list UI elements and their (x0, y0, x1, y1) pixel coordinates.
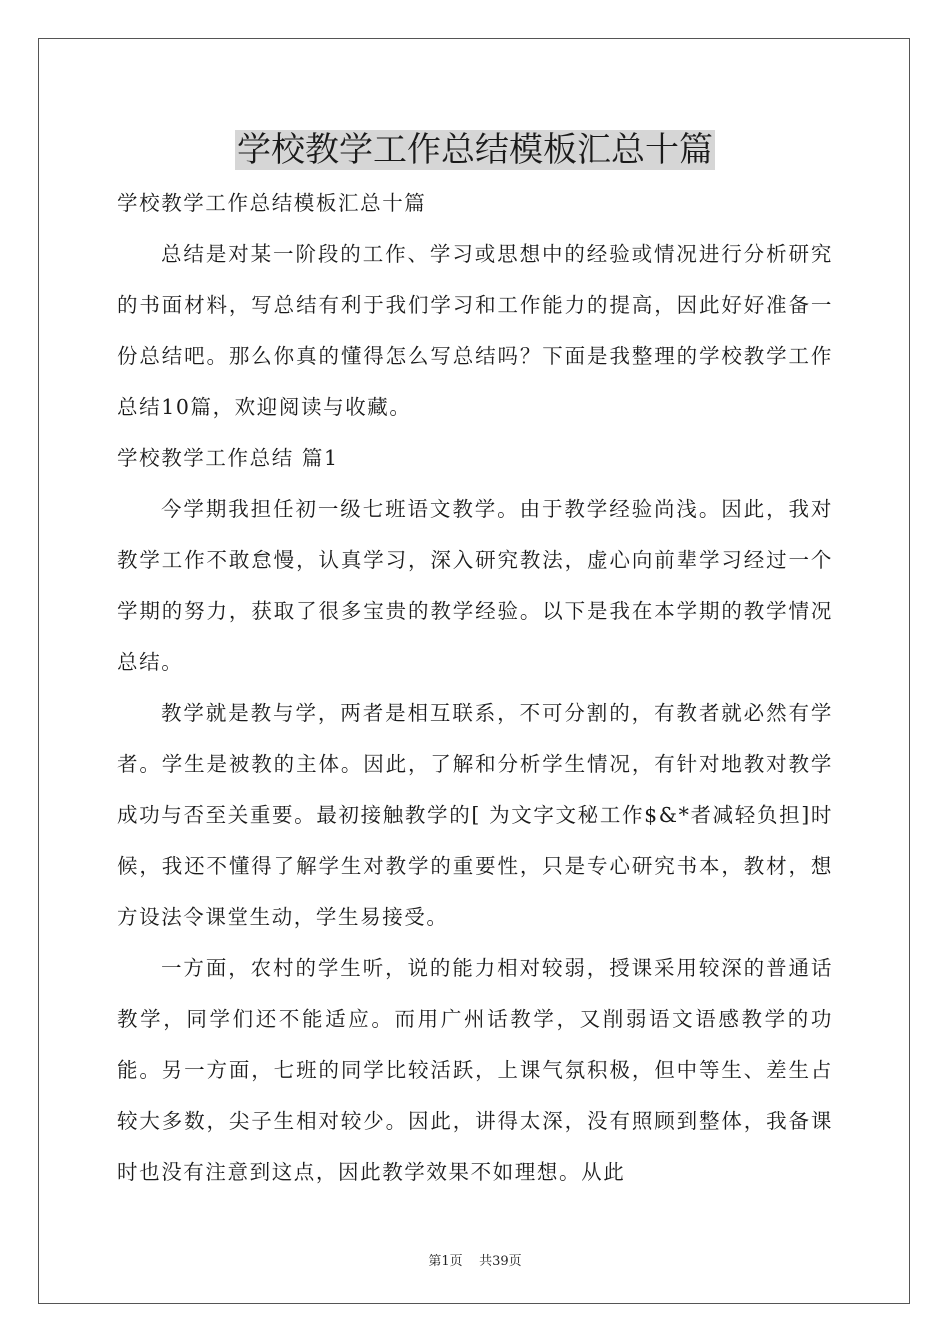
document-title-text: 学校教学工作总结模板汇总十篇 (237, 130, 713, 170)
subtitle-paragraph: 学校教学工作总结模板汇总十篇 (117, 191, 427, 215)
body-paragraph: 今学期我担任初一级七班语文教学。由于教学经验尚浅。因此，我对教学工作不敢怠慢，认真学习，深入研究教法，虚心向前辈学习经过一个学期的努力，获取了很多宝贵的教学经验。以下是我在本学期的教学情况总结。 (117, 497, 833, 674)
body-paragraph: 教学就是教与学，两者是相互联系，不可分割的，有教者就必然有学者。学生是被教的主体。因此，了解和分析学生情况，有针对地教对教学成功与否至关重要。最初接触教学的[ 为文字文秘工作$&*者减轻负担]时候，我还不懂得了解学生对教学的重要性，只是专心研究书本，教材，想方设法令课堂生动，学生易接受。 (117, 701, 833, 929)
page-total: 共39页 (479, 1254, 522, 1269)
body-paragraph: 一方面，农村的学生听，说的能力相对较弱，授课采用较深的普通话教学，同学们还不能适应。而用广州话教学，又削弱语文语感教学的功能。另一方面，七班的同学比较活跃，上课气氛积极，但中等生、差生占较大多数，尖子生相对较少。因此，讲得太深，没有照顾到整体，我备课时也没有注意到这点，因此教学效果不如理想。从此 (117, 956, 833, 1184)
intro-paragraph: 总结是对某一阶段的工作、学习或思想中的经验或情况进行分析研究的书面材料，写总结有利于我们学习和工作能力的提高，因此好好准备一份总结吧。那么你真的懂得怎么写总结吗？下面是我整理的学校教学工作总结10篇，欢迎阅读与收藏。 (117, 242, 833, 419)
document-title (0, 126, 950, 174)
document-body (117, 178, 833, 1198)
section-heading: 学校教学工作总结 篇1 (117, 446, 339, 470)
page-number: 第1页 (428, 1254, 463, 1269)
page-footer (0, 1250, 950, 1269)
